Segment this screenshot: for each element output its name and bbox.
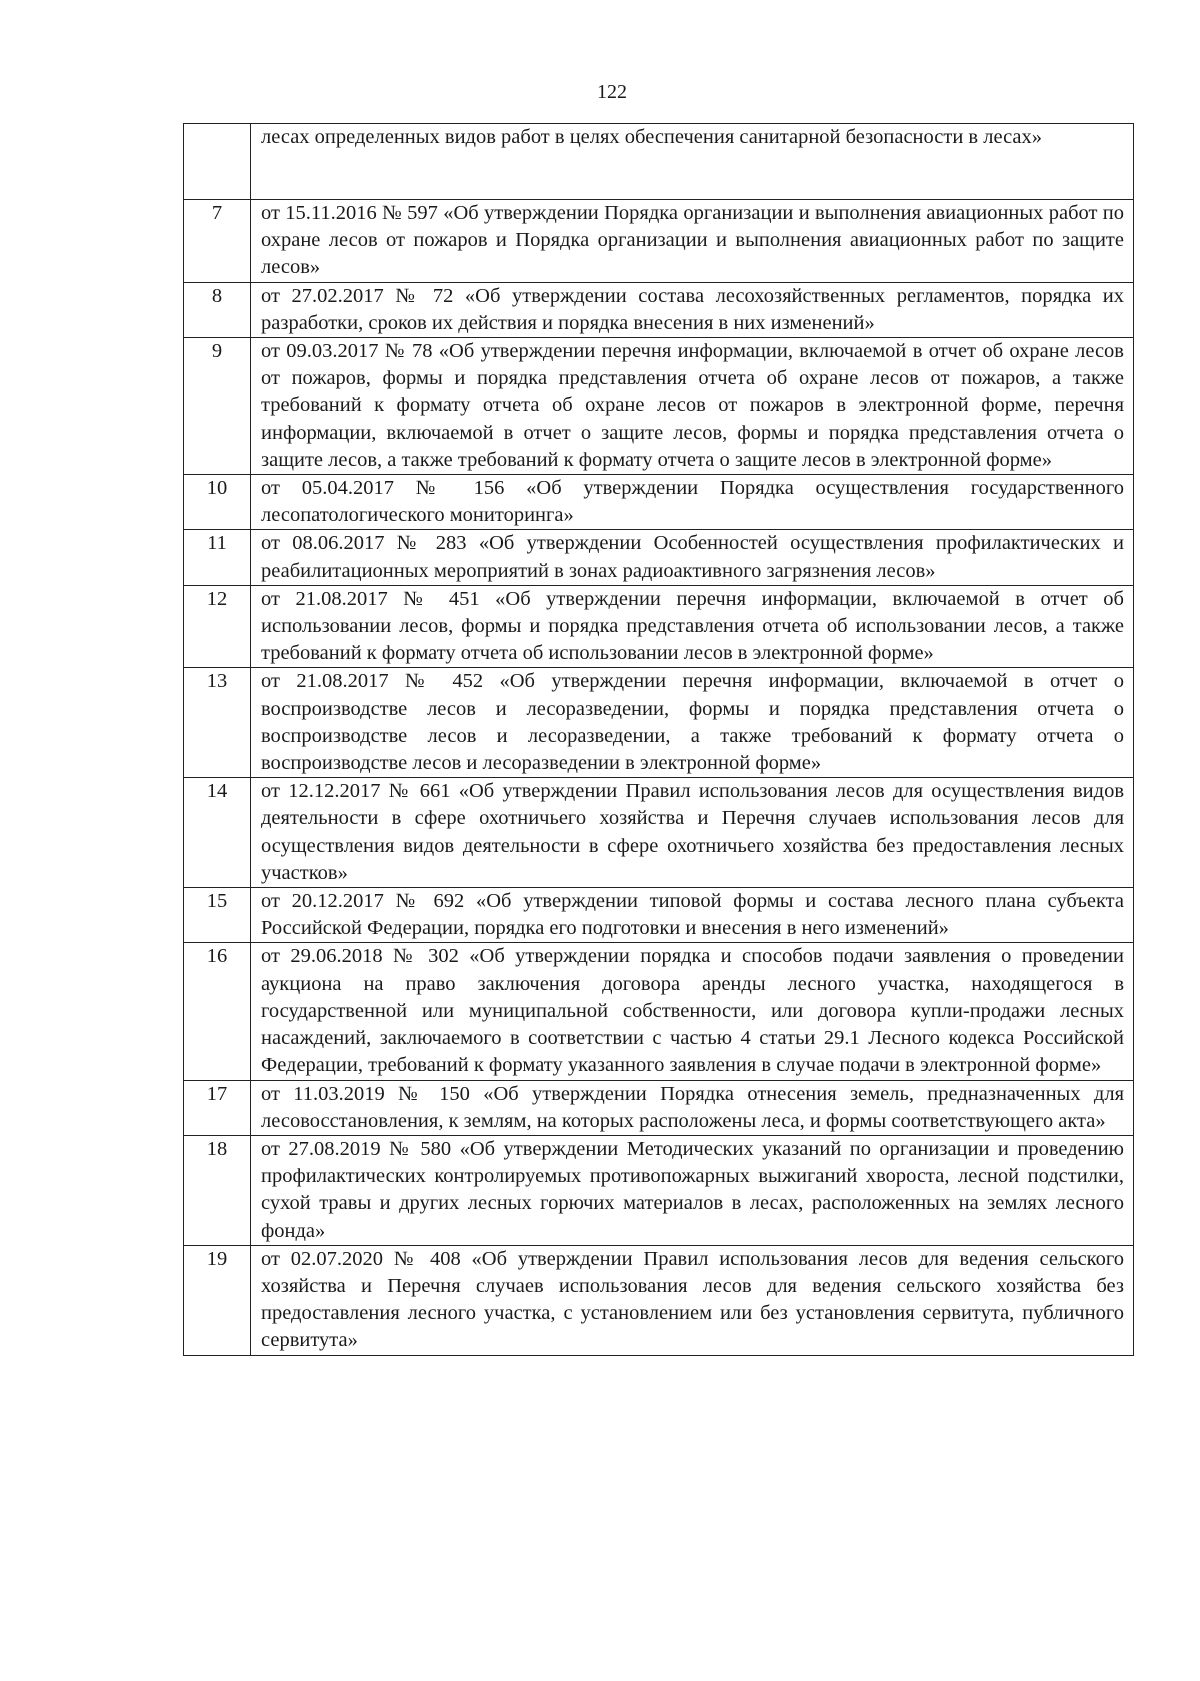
table-row — [184, 943, 1134, 1080]
row-text: от 15.11.2016 № 597 «Об утверждении Порядка организации и выполнения авиационных работ по охране лесов от пожаров и Порядка организации и выполнения авиационных работ по защите лесов» — [251, 200, 1134, 283]
row-number: 16 — [184, 943, 251, 1080]
table-row — [184, 888, 1134, 943]
table-row — [184, 475, 1134, 530]
row-text: от 02.07.2020 № 408 «Об утверждении Правил использования лесов для ведения сельского хозяйства и Перечня случаев использования лесов для ведения сельского хозяйства без предоставления лесного участка, с установлением или без установления сервитута, публичного сервитута» — [251, 1245, 1134, 1355]
table-row — [184, 1135, 1134, 1245]
row-number: 13 — [184, 668, 251, 778]
row-text: от 27.08.2019 № 580 «Об утверждении Методических указаний по организации и проведению профилактических контролируемых противопожарных выжиганий хвороста, лесной подстилки, сухой травы и других лесных горючих материалов в лесах, расположенных на землях лесного фонда» — [251, 1135, 1134, 1245]
table-row — [184, 530, 1134, 585]
table-row — [184, 338, 1134, 475]
row-text: от 05.04.2017 № 156 «Об утверждении Порядка осуществления государственного лесопатологического мониторинга» — [251, 475, 1134, 530]
row-text: от 11.03.2019 № 150 «Об утверждении Порядка отнесения земель, предназначенных для лесовосстановления, к землям, на которых расположены леса, и формы соответствующего акта» — [251, 1080, 1134, 1135]
regulations-table — [183, 123, 1134, 1356]
row-text: от 08.06.2017 № 283 «Об утверждении Особенностей осуществления профилактических и реабилитационных мероприятий в зонах радиоактивного загрязнения лесов» — [251, 530, 1134, 585]
row-text: от 29.06.2018 № 302 «Об утверждении порядка и способов подачи заявления о проведении аукциона на право заключения договора аренды лесного участка, находящегося в государственной или муниципальной собственности, или договора купли-продажи лесных насаждений, заключаемого в соответствии с частью 4 статьи 29.1 Лесного кодекса Российской Федерации, требований к формату указанного заявления в случае подачи в электронной форме» — [251, 943, 1134, 1080]
table-row — [184, 1245, 1134, 1355]
row-number: 17 — [184, 1080, 251, 1135]
row-number: 10 — [184, 475, 251, 530]
page-number: 122 — [597, 81, 627, 103]
table-row — [184, 282, 1134, 337]
row-number: 18 — [184, 1135, 251, 1245]
row-text: от 21.08.2017 № 451 «Об утверждении перечня информации, включаемой в отчет об использовании лесов, формы и порядка представления отчета об использовании лесов, а также требований к формату отчета об использовании лесов в электронной форме» — [251, 585, 1134, 668]
row-text: от 27.02.2017 № 72 «Об утверждении состава лесохозяйственных регламентов, порядка их разработки, сроков их действия и порядка внесения в них изменений» — [251, 282, 1134, 337]
row-text: от 12.12.2017 № 661 «Об утверждении Правил использования лесов для осуществления видов деятельности в сфере охотничьего хозяйства и Перечня случаев использования лесов для осуществления видов деятельности в сфере охотничьего хозяйства без предоставления лесных участков» — [251, 778, 1134, 888]
row-text: лесах определенных видов работ в целях обеспечения санитарной безопасности в лесах» — [251, 124, 1134, 200]
row-number: 15 — [184, 888, 251, 943]
row-text: от 21.08.2017 № 452 «Об утверждении перечня информации, включаемой в отчет о воспроизводстве лесов и лесоразведении, формы и порядка представления отчета о воспроизводстве лесов и лесоразведении, а также требований к формату отчета о воспроизводстве лесов и лесоразведении в электронной форме» — [251, 668, 1134, 778]
table-row — [184, 1080, 1134, 1135]
row-number: 12 — [184, 585, 251, 668]
table-row — [184, 585, 1134, 668]
table-row — [184, 778, 1134, 888]
table-row — [184, 200, 1134, 283]
row-number: 19 — [184, 1245, 251, 1355]
row-text: от 20.12.2017 № 692 «Об утверждении типовой формы и состава лесного плана субъекта Российской Федерации, порядка его подготовки и внесения в него изменений» — [251, 888, 1134, 943]
row-number: 8 — [184, 282, 251, 337]
row-number: 7 — [184, 200, 251, 283]
row-number: 14 — [184, 778, 251, 888]
row-number: 11 — [184, 530, 251, 585]
table-row — [184, 668, 1134, 778]
row-text: от 09.03.2017 № 78 «Об утверждении перечня информации, включаемой в отчет об охране лесов от пожаров, формы и порядка представления отчета об охране лесов от пожаров, а также требований к формату отчета об охране лесов от пожаров в электронной форме, перечня информации, включаемой в отчет о защите лесов, формы и порядка представления отчета о защите лесов, а также требований к формату отчета о защите лесов в электронной форме» — [251, 338, 1134, 475]
table-row — [184, 124, 1134, 200]
row-number: 9 — [184, 338, 251, 475]
row-number — [184, 124, 251, 200]
